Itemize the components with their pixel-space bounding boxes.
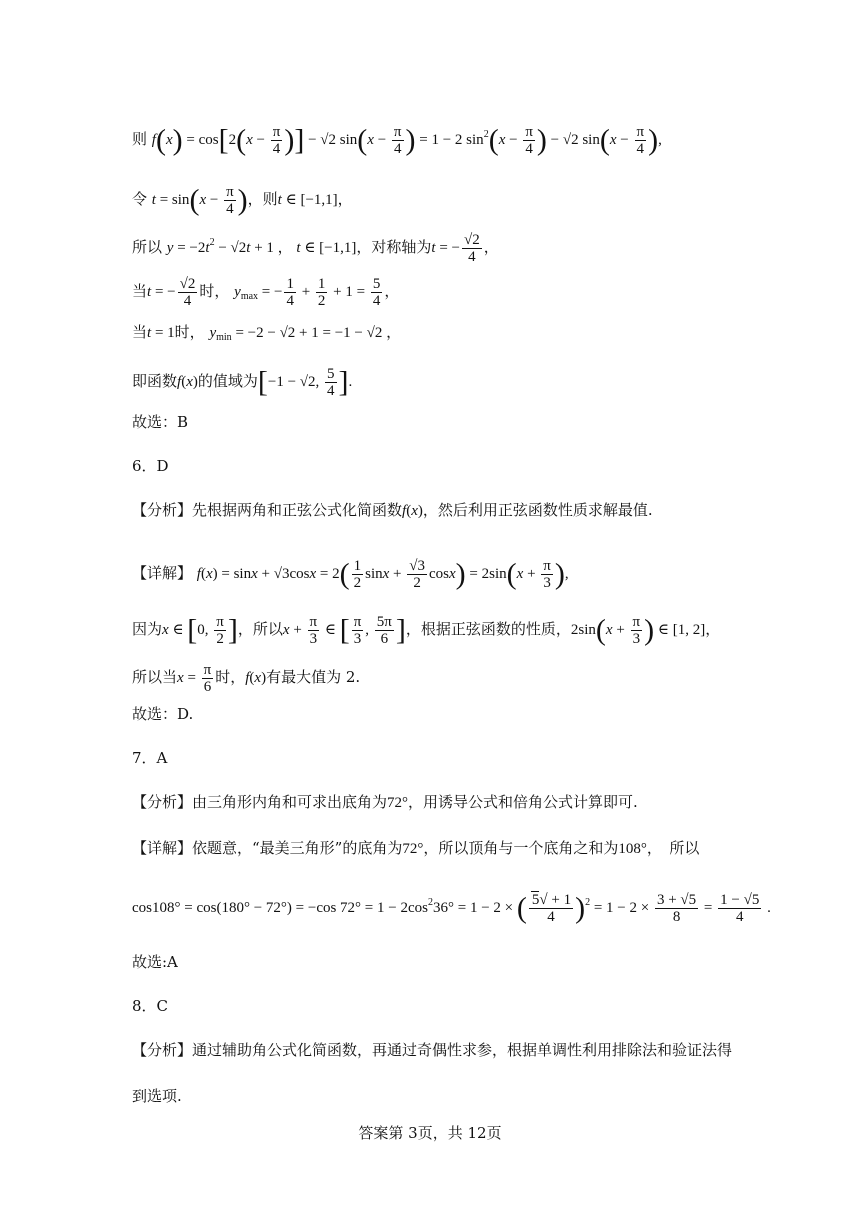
q7-analysis — [132, 792, 760, 813]
math-formula: $y_{min} = -2 - √2 + 1 = -1 - √2$ ， — [209, 325, 402, 343]
line-f-expansion — [132, 124, 760, 157]
prefix-text: 令 — [132, 189, 148, 208]
suffix-text: 有最大值为 2. — [266, 667, 361, 686]
math-formula: t = − $\frac{√2}{4}$ ， — [431, 232, 499, 265]
line-let-t — [132, 184, 760, 217]
math-formula: 72° — [402, 841, 424, 857]
answer-b: 故选：B — [132, 413, 189, 431]
analysis-text: ，用诱导公式和倍角公式计算即可. — [408, 793, 638, 811]
line-ymin — [132, 322, 760, 348]
answer-d: 故选：D. — [132, 705, 194, 723]
mid-text: ，对称轴为 — [356, 237, 432, 256]
math-formula: 108° — [618, 841, 647, 857]
q8-analysis — [132, 1040, 760, 1060]
mid-text: 的值域为 — [197, 371, 258, 390]
analysis-text: 由三角形内角和可求出底角为 — [192, 793, 388, 811]
analysis-label: 【分析】 — [132, 501, 193, 519]
math-formula: t ∈ [−1,1]， — [277, 191, 353, 208]
mid-text: 时， — [215, 667, 246, 686]
math-formula: x ∈ [0, $\frac{\pi}{2}$ ] — [162, 613, 238, 647]
math-formula: x + $\frac{\pi}{3}$ ∈ [ $\frac{\pi}{3}$ , $\frac{5\pi}{6}$ ] — [282, 613, 406, 647]
analysis-label: 【分析】 — [132, 1041, 193, 1059]
math-formula: f(x) = sinx + √3cosx = 2( $\frac{1}{2}$ sinx + $\frac{√3}{2}$ cosx) = 2sin(x + $\frac{\pi}{3}$ ), — [196, 557, 569, 591]
detail-text: ，所以顶角与一个底角之和为 — [423, 839, 619, 857]
page-footer: 答案第 3页，共 12页 — [358, 1124, 502, 1142]
q7-formula — [132, 891, 771, 925]
detail-text: 依题意，“最美三角形”的底角为 — [192, 839, 403, 857]
q6-domain-line — [132, 614, 760, 647]
q8-analysis-cont: 到选项. — [132, 1087, 182, 1105]
math-formula: $y = -2t^2 - √2t + 1$ ， t ∈ [−1,1] — [166, 236, 357, 256]
question-7-heading: 7．A — [132, 749, 168, 767]
detail-label: 【详解】 — [132, 563, 193, 582]
analysis-text: 通过辅助角公式化简函数，再通过奇偶性求参，根据单调性利用排除法和验证法得 — [192, 1041, 733, 1059]
math-formula: f(x) — [177, 373, 198, 390]
math-formula: f(x) — [402, 503, 423, 519]
detail-text: ， 所以 — [646, 839, 700, 857]
math-formula: x = $\frac{\pi}{6}$ — [177, 662, 212, 695]
math-formula: t = 1 — [147, 325, 175, 341]
q6-detail — [132, 558, 760, 591]
math-formula: f(x) — [245, 669, 267, 686]
mid-text: ，根据正弦函数的性质， — [405, 619, 571, 638]
q6-analysis — [132, 500, 760, 521]
math-formula: t = sin(x − $\frac{\pi}{4}$ ) — [151, 183, 248, 217]
q7-detail — [132, 838, 760, 859]
math-formula: [−1 − √2, $\frac{5}{4}$ ]. — [257, 365, 353, 399]
prefix-text: 当 — [132, 281, 148, 300]
q6-conclusion — [132, 662, 760, 695]
detail-label: 【详解】 — [132, 839, 193, 857]
prefix-text: 所以当 — [132, 667, 178, 686]
prefix-text: 当 — [132, 323, 148, 341]
mid-text: ，则 — [247, 189, 278, 208]
analysis-text: 先根据两角和正弦公式化简函数 — [192, 501, 403, 519]
prefix-text: 则 — [132, 129, 148, 148]
math-formula: 2sin(x + $\frac{\pi}{3}$ ) ∈ [1, 2]， — [570, 613, 721, 647]
math-formula: t = − $\frac{√2}{4}$ — [147, 276, 196, 309]
analysis-text: ，然后利用正弦函数性质求解最值. — [422, 501, 653, 519]
math-formula: f(x) = cos[2(x − $\frac{\pi}{4}$ )] − √2 sin(x − $\frac{\pi}{4}$ ) = 1 − 2 $\sin^2(x$ − $\frac{\pi}{4}$ ) − √2 sin(x − $\frac{\pi}{4}$ ), — [151, 123, 662, 157]
prefix-text: 所以 — [132, 237, 163, 256]
prefix-text: 因为 — [132, 619, 163, 638]
math-formula: cos108° = cos(180° − 72°) = −cos $72^\circ = 1 - 2\cos^236^\circ = 1 - 2$ × ( $\frac{5√ + 1}{4}$ )$^2$ = 1 − 2 × $\frac{3 + √5}{8}$ = $\frac{1 - √5}{4}$ . — [132, 891, 771, 925]
mid-text: 时， — [174, 323, 205, 341]
math-formula: $y_{max}$ = − $\frac{1}{4}$ + $\frac{1}{2}$ + 1 = $\frac{5}{4}$ ， — [234, 276, 400, 309]
analysis-label: 【分析】 — [132, 793, 193, 811]
math-formula: 72° — [387, 795, 409, 811]
answer-a: 故选:A — [132, 953, 178, 971]
question-8-heading: 8．C — [132, 997, 169, 1015]
line-ymax — [132, 276, 760, 309]
line-quadratic — [132, 232, 760, 265]
line-range — [132, 366, 760, 399]
prefix-text: 即函数 — [132, 371, 178, 390]
mid-text: 时， — [199, 281, 230, 300]
mid-text: ，所以 — [237, 619, 283, 638]
question-6-heading: 6．D — [132, 457, 169, 475]
